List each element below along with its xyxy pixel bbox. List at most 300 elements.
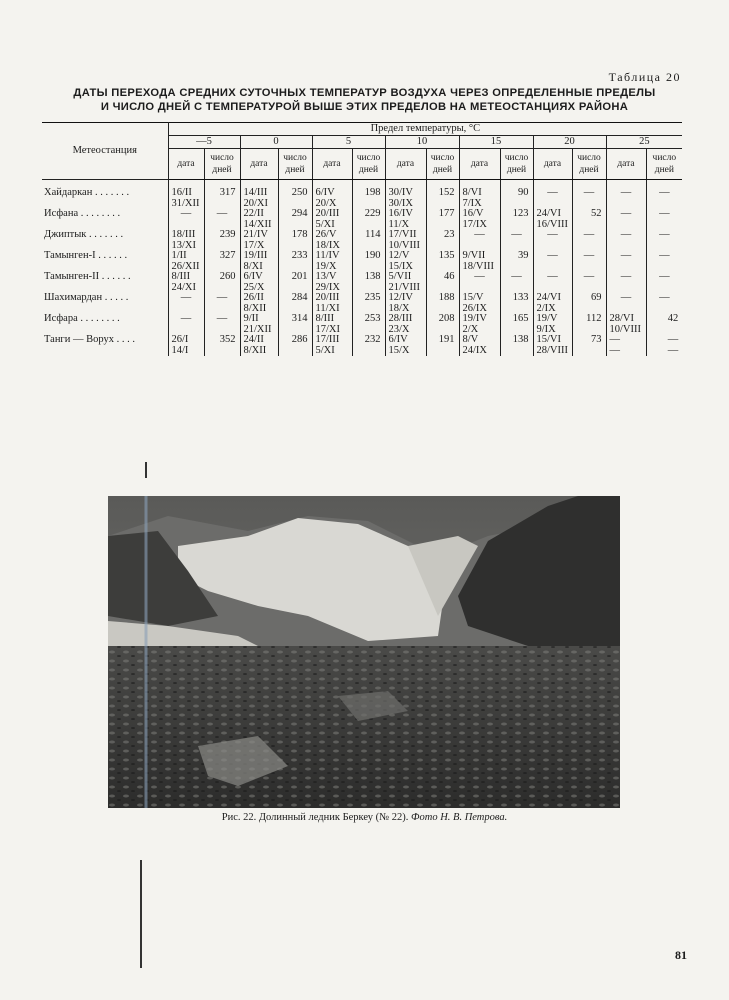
days-count-subheader: число дней bbox=[572, 149, 606, 180]
cell-value: — bbox=[620, 229, 632, 240]
cell-value: — bbox=[620, 292, 632, 303]
cell-value: 73 bbox=[591, 334, 602, 345]
cell-value: 20/X bbox=[315, 197, 337, 209]
cell-value: 30/IV bbox=[388, 187, 413, 198]
table-row bbox=[42, 314, 682, 335]
station-name: Исфана . . . . . . . . bbox=[44, 208, 121, 219]
days-count-cell bbox=[646, 180, 682, 210]
cell-value: 5/XI bbox=[315, 218, 335, 230]
cell-value: 17/VII bbox=[388, 229, 417, 240]
days-count-cell bbox=[204, 230, 240, 251]
cell-value: 21/VIII bbox=[388, 281, 420, 293]
cell-value: 8/V bbox=[462, 334, 479, 345]
cell-value: 23 bbox=[444, 229, 455, 240]
days-count-cell bbox=[572, 180, 606, 210]
cell-value: 6/IV bbox=[315, 187, 335, 198]
cell-value: 250 bbox=[291, 187, 308, 198]
cell-value: — bbox=[180, 292, 192, 303]
cell-value: — bbox=[659, 229, 670, 240]
days-count-cell bbox=[426, 230, 459, 251]
date-cell bbox=[459, 230, 500, 251]
cell-value: 11/IV bbox=[315, 250, 340, 261]
cell-value: 52 bbox=[591, 208, 602, 219]
cell-value: — bbox=[547, 250, 558, 261]
limit-header: 5 bbox=[312, 136, 385, 149]
days-count-cell bbox=[646, 314, 682, 335]
date-cell bbox=[533, 251, 572, 272]
cell-value: 26/XII bbox=[171, 260, 200, 272]
cell-value: 28/VIII bbox=[536, 344, 568, 356]
cell-value: 2/X bbox=[462, 323, 479, 335]
days-count-cell bbox=[646, 335, 682, 356]
cell-value: — bbox=[583, 250, 595, 261]
cell-value: 16/VIII bbox=[536, 218, 568, 230]
date-cell bbox=[312, 293, 352, 314]
temperature-transition-table bbox=[42, 122, 682, 356]
date-cell bbox=[240, 272, 278, 293]
cell-value: 9/II bbox=[243, 313, 259, 324]
cell-value: — bbox=[659, 208, 670, 219]
cell-value: 15/V bbox=[462, 292, 484, 303]
cell-value: 7/IX bbox=[462, 197, 482, 209]
date-cell bbox=[459, 272, 500, 293]
date-cell bbox=[606, 230, 646, 251]
table-row bbox=[42, 335, 682, 356]
cell-value: — bbox=[659, 271, 670, 282]
date-cell bbox=[606, 272, 646, 293]
date-cell bbox=[533, 209, 572, 230]
days-count-cell bbox=[352, 314, 385, 335]
cell-value: 260 bbox=[219, 271, 236, 282]
cell-value: 19/III bbox=[243, 250, 268, 261]
date-cell bbox=[168, 251, 204, 272]
days-count-cell bbox=[500, 230, 533, 251]
date-subheader: дата bbox=[459, 149, 500, 180]
date-subheader: дата bbox=[240, 149, 278, 180]
days-count-cell bbox=[426, 314, 459, 335]
date-cell bbox=[240, 314, 278, 335]
cell-value: 29/IX bbox=[315, 281, 340, 293]
cell-value: 18/X bbox=[388, 302, 410, 314]
cell-value: — bbox=[216, 292, 228, 303]
date-cell bbox=[606, 209, 646, 230]
cell-value: 9/IX bbox=[536, 323, 556, 335]
margin-mark bbox=[140, 860, 142, 968]
date-cell bbox=[240, 180, 278, 210]
station-name: Джиптык . . . . . . . bbox=[44, 229, 124, 240]
station-column-header: Метеостанция bbox=[42, 123, 168, 180]
date-cell bbox=[606, 335, 646, 356]
days-count-cell bbox=[500, 251, 533, 272]
cell-value: 133 bbox=[512, 292, 529, 303]
table-title-line-1: ДАТЫ ПЕРЕХОДА СРЕДНИХ СУТОЧНЫХ ТЕМПЕРАТУР ВОЗДУХА ЧЕРЕЗ ОПРЕДЕЛЕННЫЕ ПРЕДЕЛЫ bbox=[73, 87, 656, 99]
days-count-cell bbox=[204, 293, 240, 314]
days-count-cell bbox=[500, 314, 533, 335]
cell-value: — bbox=[659, 292, 670, 303]
date-cell bbox=[312, 314, 352, 335]
cell-value: 13/V bbox=[315, 271, 337, 282]
table-row bbox=[42, 180, 682, 210]
date-subheader: дата bbox=[168, 149, 204, 180]
date-cell bbox=[606, 251, 646, 272]
cell-value: 190 bbox=[364, 250, 381, 261]
cell-value: 24/XI bbox=[171, 281, 196, 293]
days-count-cell bbox=[426, 272, 459, 293]
days-count-cell bbox=[278, 251, 312, 272]
cell-value: 138 bbox=[512, 334, 529, 345]
cell-value: — bbox=[180, 208, 192, 219]
cell-value: 286 bbox=[291, 334, 308, 345]
date-cell bbox=[312, 335, 352, 356]
cell-value: 15/X bbox=[388, 344, 410, 356]
date-cell bbox=[168, 209, 204, 230]
date-cell bbox=[312, 209, 352, 230]
cell-value: 24/II bbox=[243, 334, 264, 345]
temperature-limit-header: Предел температуры, °С bbox=[168, 123, 682, 136]
cell-value: 28/VI bbox=[609, 313, 634, 324]
days-count-cell bbox=[426, 293, 459, 314]
cell-value: — bbox=[659, 187, 670, 198]
cell-value: 17/III bbox=[315, 334, 340, 345]
days-count-cell bbox=[204, 209, 240, 230]
cell-value: — bbox=[511, 229, 522, 240]
cell-value: 198 bbox=[364, 187, 381, 198]
table-row bbox=[42, 272, 682, 293]
date-subheader: дата bbox=[312, 149, 352, 180]
cell-value: 12/V bbox=[388, 250, 410, 261]
cell-value: — bbox=[547, 229, 558, 240]
table-row bbox=[42, 230, 682, 251]
cell-value: 208 bbox=[438, 313, 455, 324]
cell-value: — bbox=[216, 313, 228, 324]
cell-value: — bbox=[609, 334, 620, 345]
cell-value: 16/IV bbox=[388, 208, 413, 219]
cell-value: 6/IV bbox=[388, 334, 408, 345]
cell-value: 314 bbox=[291, 313, 308, 324]
days-count-cell bbox=[500, 293, 533, 314]
days-count-cell bbox=[646, 251, 682, 272]
cell-value: 13/XI bbox=[171, 239, 196, 251]
cell-value: 8/III bbox=[315, 313, 335, 324]
cell-value: 17/IX bbox=[462, 218, 487, 230]
cell-value: 31/XII bbox=[171, 197, 200, 209]
table-number-label: Таблица 20 bbox=[608, 70, 681, 84]
cell-value: 28/III bbox=[388, 313, 413, 324]
date-cell bbox=[240, 230, 278, 251]
limit-header: 0 bbox=[240, 136, 312, 149]
days-count-subheader: число дней bbox=[646, 149, 682, 180]
cell-value: 20/III bbox=[315, 292, 340, 303]
days-count-cell bbox=[204, 251, 240, 272]
date-cell bbox=[533, 314, 572, 335]
cell-value: 30/IX bbox=[388, 197, 413, 209]
date-cell bbox=[459, 293, 500, 314]
date-cell bbox=[312, 180, 352, 210]
cell-value: 253 bbox=[364, 313, 381, 324]
caption-credit: Фото Н. В. Петрова. bbox=[411, 812, 508, 823]
cell-value: 23/X bbox=[388, 323, 410, 335]
cell-value: 1/II bbox=[171, 250, 187, 261]
days-count-cell bbox=[500, 272, 533, 293]
date-cell bbox=[240, 293, 278, 314]
days-count-cell bbox=[646, 272, 682, 293]
days-count-cell bbox=[204, 335, 240, 356]
date-cell bbox=[385, 209, 426, 230]
days-count-cell bbox=[352, 272, 385, 293]
date-cell bbox=[312, 272, 352, 293]
cell-value: 24/VI bbox=[536, 292, 561, 303]
station-name: Шахимардан . . . . . bbox=[44, 292, 129, 303]
margin-mark bbox=[145, 462, 147, 478]
cell-value: 8/XII bbox=[243, 344, 267, 356]
cell-value: — bbox=[659, 250, 670, 261]
date-cell bbox=[459, 251, 500, 272]
cell-value: 26/I bbox=[171, 334, 189, 345]
cell-value: 177 bbox=[438, 208, 455, 219]
cell-value: 2/IX bbox=[536, 302, 556, 314]
days-count-cell bbox=[572, 314, 606, 335]
days-count-cell bbox=[572, 209, 606, 230]
days-count-cell bbox=[500, 180, 533, 210]
date-subheader: дата bbox=[533, 149, 572, 180]
table-row bbox=[42, 293, 682, 314]
date-subheader: дата bbox=[606, 149, 646, 180]
cell-value: 21/IV bbox=[243, 229, 268, 240]
days-count-cell bbox=[426, 209, 459, 230]
cell-value: — bbox=[474, 229, 485, 240]
date-cell bbox=[312, 251, 352, 272]
date-cell bbox=[459, 314, 500, 335]
cell-value: — bbox=[474, 271, 485, 282]
days-count-cell bbox=[352, 293, 385, 314]
glacier-photo-image bbox=[108, 496, 620, 808]
cell-value: 5/VII bbox=[388, 271, 412, 282]
date-cell bbox=[533, 180, 572, 210]
cell-value: 21/XII bbox=[243, 323, 272, 335]
days-count-cell bbox=[426, 251, 459, 272]
days-count-cell bbox=[500, 209, 533, 230]
cell-value: 19/V bbox=[536, 313, 558, 324]
days-count-cell bbox=[352, 335, 385, 356]
cell-value: 69 bbox=[591, 292, 602, 303]
limit-header: 20 bbox=[533, 136, 606, 149]
days-count-subheader: число дней bbox=[500, 149, 533, 180]
page-number: 81 bbox=[675, 948, 687, 962]
cell-value: 46 bbox=[444, 271, 455, 282]
cell-value: 114 bbox=[365, 229, 381, 240]
cell-value: — bbox=[667, 334, 679, 345]
days-count-cell bbox=[572, 335, 606, 356]
date-cell bbox=[240, 209, 278, 230]
date-cell bbox=[459, 335, 500, 356]
date-cell bbox=[385, 293, 426, 314]
days-count-cell bbox=[500, 335, 533, 356]
cell-value: 233 bbox=[291, 250, 308, 261]
days-count-cell bbox=[204, 314, 240, 335]
days-count-cell bbox=[646, 293, 682, 314]
cell-value: 8/III bbox=[171, 271, 191, 282]
days-count-cell bbox=[204, 272, 240, 293]
date-cell bbox=[168, 272, 204, 293]
date-cell bbox=[533, 335, 572, 356]
station-name: Тамынген-I . . . . . . bbox=[44, 250, 128, 261]
cell-value: 239 bbox=[219, 229, 236, 240]
cell-value: 178 bbox=[291, 229, 308, 240]
days-count-cell bbox=[278, 180, 312, 210]
date-cell bbox=[385, 272, 426, 293]
days-count-cell bbox=[278, 314, 312, 335]
cell-value: 11/X bbox=[388, 218, 410, 230]
days-count-cell bbox=[572, 230, 606, 251]
cell-value: 26/II bbox=[243, 292, 264, 303]
caption-text: Рис. 22. Долинный ледник Беркеу (№ 22). bbox=[221, 812, 409, 823]
date-cell bbox=[240, 251, 278, 272]
cell-value: 232 bbox=[364, 334, 381, 345]
cell-value: 327 bbox=[219, 250, 236, 261]
cell-value: 8/XI bbox=[243, 260, 263, 272]
date-cell bbox=[533, 272, 572, 293]
cell-value: — bbox=[620, 208, 632, 219]
date-cell bbox=[606, 180, 646, 210]
table-row bbox=[42, 209, 682, 230]
cell-value: — bbox=[620, 271, 632, 282]
days-count-subheader: число дней bbox=[204, 149, 240, 180]
days-count-cell bbox=[646, 209, 682, 230]
days-count-cell bbox=[572, 293, 606, 314]
station-name: Тамынген-II . . . . . . bbox=[44, 271, 131, 282]
cell-value: 8/VI bbox=[462, 187, 482, 198]
date-cell bbox=[533, 230, 572, 251]
cell-value: 16/II bbox=[171, 187, 192, 198]
days-count-cell bbox=[278, 335, 312, 356]
cell-value: 294 bbox=[291, 208, 308, 219]
cell-value: — bbox=[620, 187, 632, 198]
cell-value: 17/XI bbox=[315, 323, 340, 335]
date-subheader: дата bbox=[385, 149, 426, 180]
cell-value: 11/XI bbox=[315, 302, 340, 314]
days-count-cell bbox=[646, 230, 682, 251]
cell-value: — bbox=[583, 229, 595, 240]
cell-value: 135 bbox=[438, 250, 455, 261]
date-cell bbox=[385, 314, 426, 335]
cell-value: 6/IV bbox=[243, 271, 263, 282]
date-cell bbox=[459, 209, 500, 230]
cell-value: — bbox=[583, 271, 595, 282]
cell-value: 165 bbox=[512, 313, 529, 324]
days-count-cell bbox=[352, 209, 385, 230]
cell-value: 17/X bbox=[243, 239, 265, 251]
date-cell bbox=[168, 335, 204, 356]
cell-value: 138 bbox=[364, 271, 381, 282]
cell-value: 317 bbox=[219, 187, 236, 198]
station-name: Исфара . . . . . . . . bbox=[44, 313, 120, 324]
date-cell bbox=[606, 293, 646, 314]
cell-value: 22/II bbox=[243, 208, 264, 219]
cell-value: — bbox=[620, 250, 632, 261]
days-count-cell bbox=[278, 209, 312, 230]
cell-value: 8/XII bbox=[243, 302, 267, 314]
cell-value: 25/X bbox=[243, 281, 265, 293]
station-name: Танги — Ворух . . . . bbox=[44, 334, 135, 345]
cell-value: 352 bbox=[219, 334, 236, 345]
station-name: Хайдаркан . . . . . . . bbox=[44, 187, 130, 198]
days-count-cell bbox=[278, 272, 312, 293]
date-cell bbox=[168, 230, 204, 251]
figure-caption bbox=[0, 812, 729, 823]
date-cell bbox=[385, 230, 426, 251]
cell-value: 18/IX bbox=[315, 239, 340, 251]
days-count-subheader: число дней bbox=[426, 149, 459, 180]
cell-value: 20/III bbox=[315, 208, 340, 219]
cell-value: — bbox=[180, 313, 192, 324]
date-cell bbox=[533, 293, 572, 314]
cell-value: 235 bbox=[364, 292, 381, 303]
cell-value: 112 bbox=[586, 313, 602, 324]
cell-value: 229 bbox=[364, 208, 381, 219]
days-count-cell bbox=[204, 180, 240, 210]
cell-value: — bbox=[511, 271, 522, 282]
cell-value: — bbox=[547, 187, 558, 198]
days-count-cell bbox=[572, 272, 606, 293]
date-cell bbox=[459, 180, 500, 210]
limit-header: —5 bbox=[168, 136, 240, 149]
cell-value: 191 bbox=[438, 334, 455, 345]
days-count-subheader: число дней bbox=[278, 149, 312, 180]
cell-value: 10/VIII bbox=[388, 239, 420, 251]
days-count-cell bbox=[426, 180, 459, 210]
limit-header: 25 bbox=[606, 136, 682, 149]
table-title bbox=[40, 86, 689, 114]
cell-value: 16/V bbox=[462, 208, 484, 219]
days-count-cell bbox=[572, 251, 606, 272]
cell-value: — bbox=[609, 344, 620, 356]
cell-value: 18/VIII bbox=[462, 260, 494, 272]
cell-value: 201 bbox=[291, 271, 308, 282]
days-count-cell bbox=[278, 230, 312, 251]
cell-value: 19/X bbox=[315, 260, 337, 272]
table-row bbox=[42, 251, 682, 272]
cell-value: 24/VI bbox=[536, 208, 561, 219]
cell-value: 188 bbox=[438, 292, 455, 303]
days-count-cell bbox=[426, 335, 459, 356]
cell-value: — bbox=[583, 187, 595, 198]
date-cell bbox=[385, 335, 426, 356]
cell-value: 24/IX bbox=[462, 344, 487, 356]
cell-value: 42 bbox=[667, 313, 679, 324]
cell-value: 5/XI bbox=[315, 344, 335, 356]
days-count-cell bbox=[352, 230, 385, 251]
date-cell bbox=[168, 314, 204, 335]
cell-value: 123 bbox=[512, 208, 529, 219]
limit-header: 15 bbox=[459, 136, 533, 149]
cell-value: 14/XII bbox=[243, 218, 272, 230]
cell-value: 10/VIII bbox=[609, 323, 641, 335]
date-cell bbox=[606, 314, 646, 335]
cell-value: 14/I bbox=[171, 344, 189, 356]
cell-value: — bbox=[216, 208, 228, 219]
days-count-cell bbox=[278, 293, 312, 314]
cell-value: 26/V bbox=[315, 229, 337, 240]
cell-value: 14/III bbox=[243, 187, 268, 198]
date-cell bbox=[385, 251, 426, 272]
date-cell bbox=[168, 180, 204, 210]
table-body bbox=[42, 180, 682, 357]
table-title-line-2: И ЧИСЛО ДНЕЙ С ТЕМПЕРАТУРОЙ ВЫШЕ ЭТИХ ПРЕДЕЛОВ НА МЕТЕОСТАНЦИЯХ РАЙОНА bbox=[100, 101, 629, 113]
cell-value: 152 bbox=[438, 187, 455, 198]
date-cell bbox=[168, 293, 204, 314]
cell-value: 284 bbox=[291, 292, 308, 303]
cell-value: 90 bbox=[518, 187, 529, 198]
